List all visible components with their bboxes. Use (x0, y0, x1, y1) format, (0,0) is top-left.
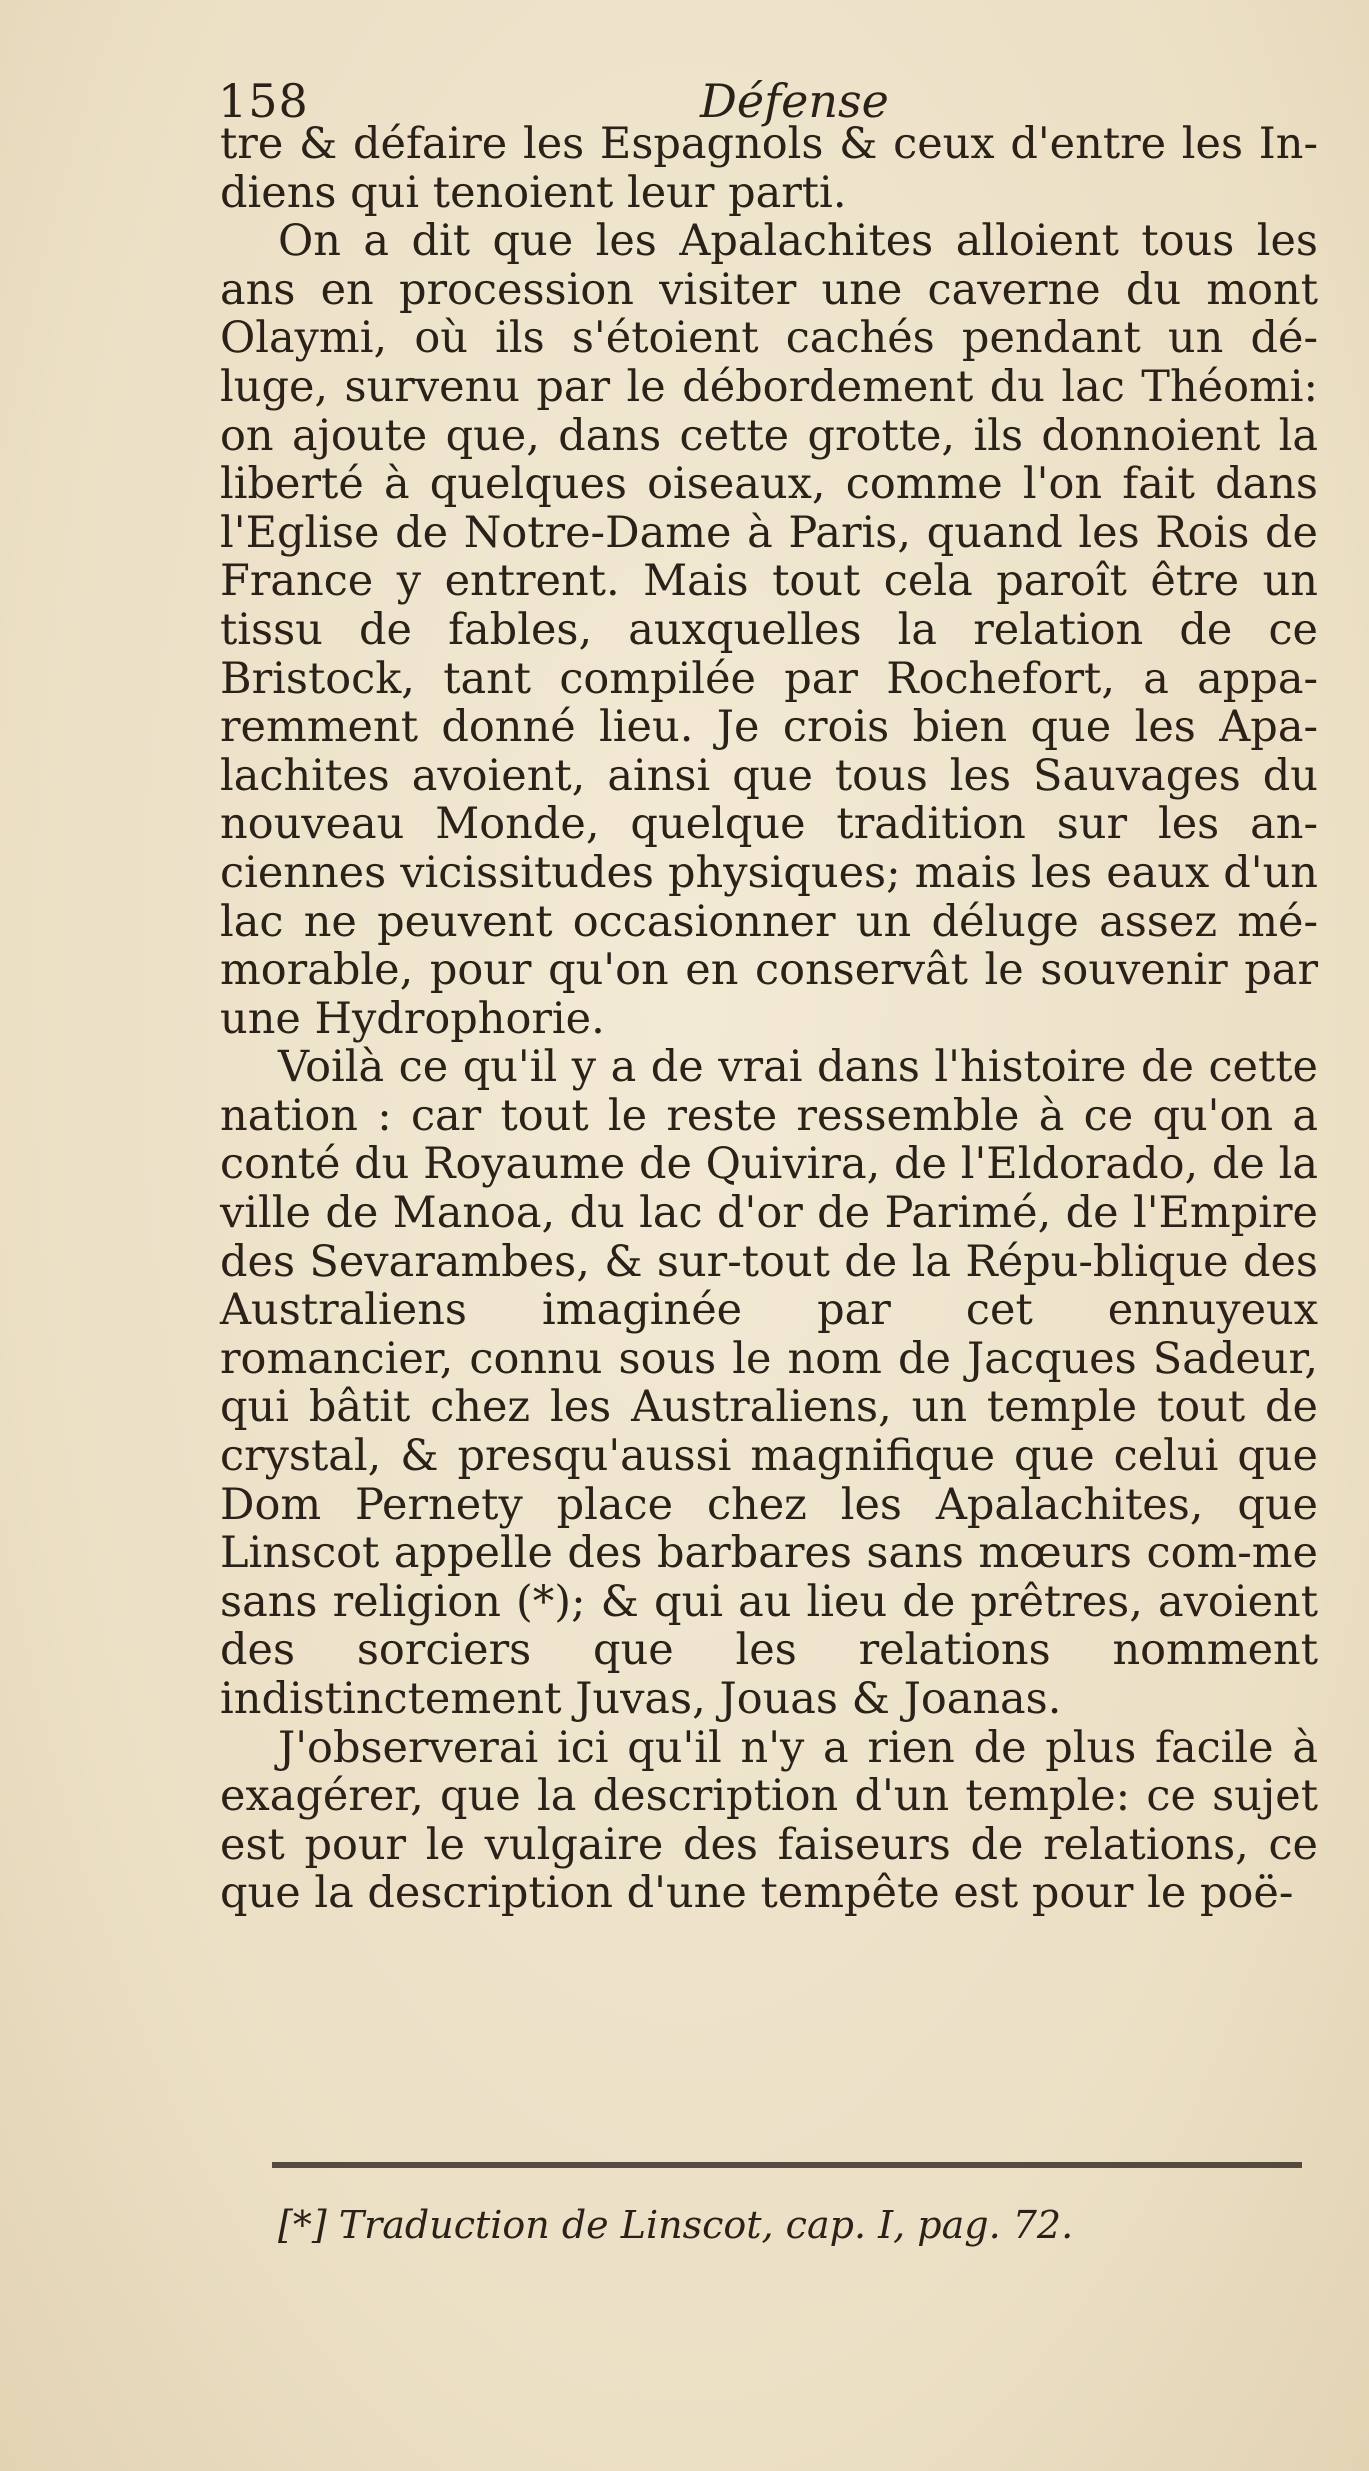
paragraph-continuation: tre & défaire les Espagnols & ceux d'entre les In-diens qui tenoient leur parti. (220, 119, 1318, 218)
paragraph-nation-history: Voilà ce qu'il y a de vrai dans l'histoire de cette nation : car tout le reste ressemble à ce qu'on a conté du Royaume de Quivira, de l'Eldorado, de la ville de Manoa, du lac d'or de Parimé, de l'Empire des Sevarambes, & sur-tout de la Répu-blique des Australiens imaginée par cet ennuyeux romancier, connu sous le nom de Jacques Sadeur, qui bâtit chez les Australiens, un temple tout de crystal, & presqu'aussi magnifique que celui que Dom Pernety place chez les Apalachites, que Linscot appelle des barbares sans mœurs com-me sans religion (*); & qui au lieu de prêtres, avoient des sorciers que les relations nomment indistinctement Juvas, Jouas & Joanas. (220, 1042, 1318, 1724)
body-text (220, 120, 1318, 1918)
paragraph-apalachites: On a dit que les Apalachites alloient tous les ans en procession visiter une caverne du mont Olaymi, où ils s'étoient cachés pendant un dé-luge, survenu par le débordement du lac Théomi: on ajoute que, dans cette grotte, ils donnoient la liberté à quelques oiseaux, comme l'on fait dans l'Eglise de Notre-Dame à Paris, quand les Rois de France y entrent. Mais tout cela paroît être un tissu de fables, auxquelles la relation de ce Bristock, tant compilée par Rochefort, a appa-remment donné lieu. Je crois bien que les Apa-lachites avoient, ainsi que tous les Sauvages du nouveau Monde, quelque tradition sur les an-ciennes vicissitudes physiques; mais les eaux d'un lac ne peuvent occasionner un déluge assez mé-morable, pour qu'on en conservât le souvenir par une Hydrophorie. (220, 216, 1318, 1044)
paragraph-temple: J'observerai ici qu'il n'y a rien de plus facile à exagérer, que la description d'un temple: ce sujet est pour le vulgaire des faiseurs de relations, ce que la description d'une tempête est pour le poë- (220, 1722, 1318, 1919)
running-head: Défense (700, 74, 889, 128)
page-number: 158 (218, 74, 309, 128)
footnote-rule (272, 2162, 1302, 2168)
footnote: [*] Traduction de Linscot, cap. I, pag. 72. (278, 2203, 1074, 2247)
